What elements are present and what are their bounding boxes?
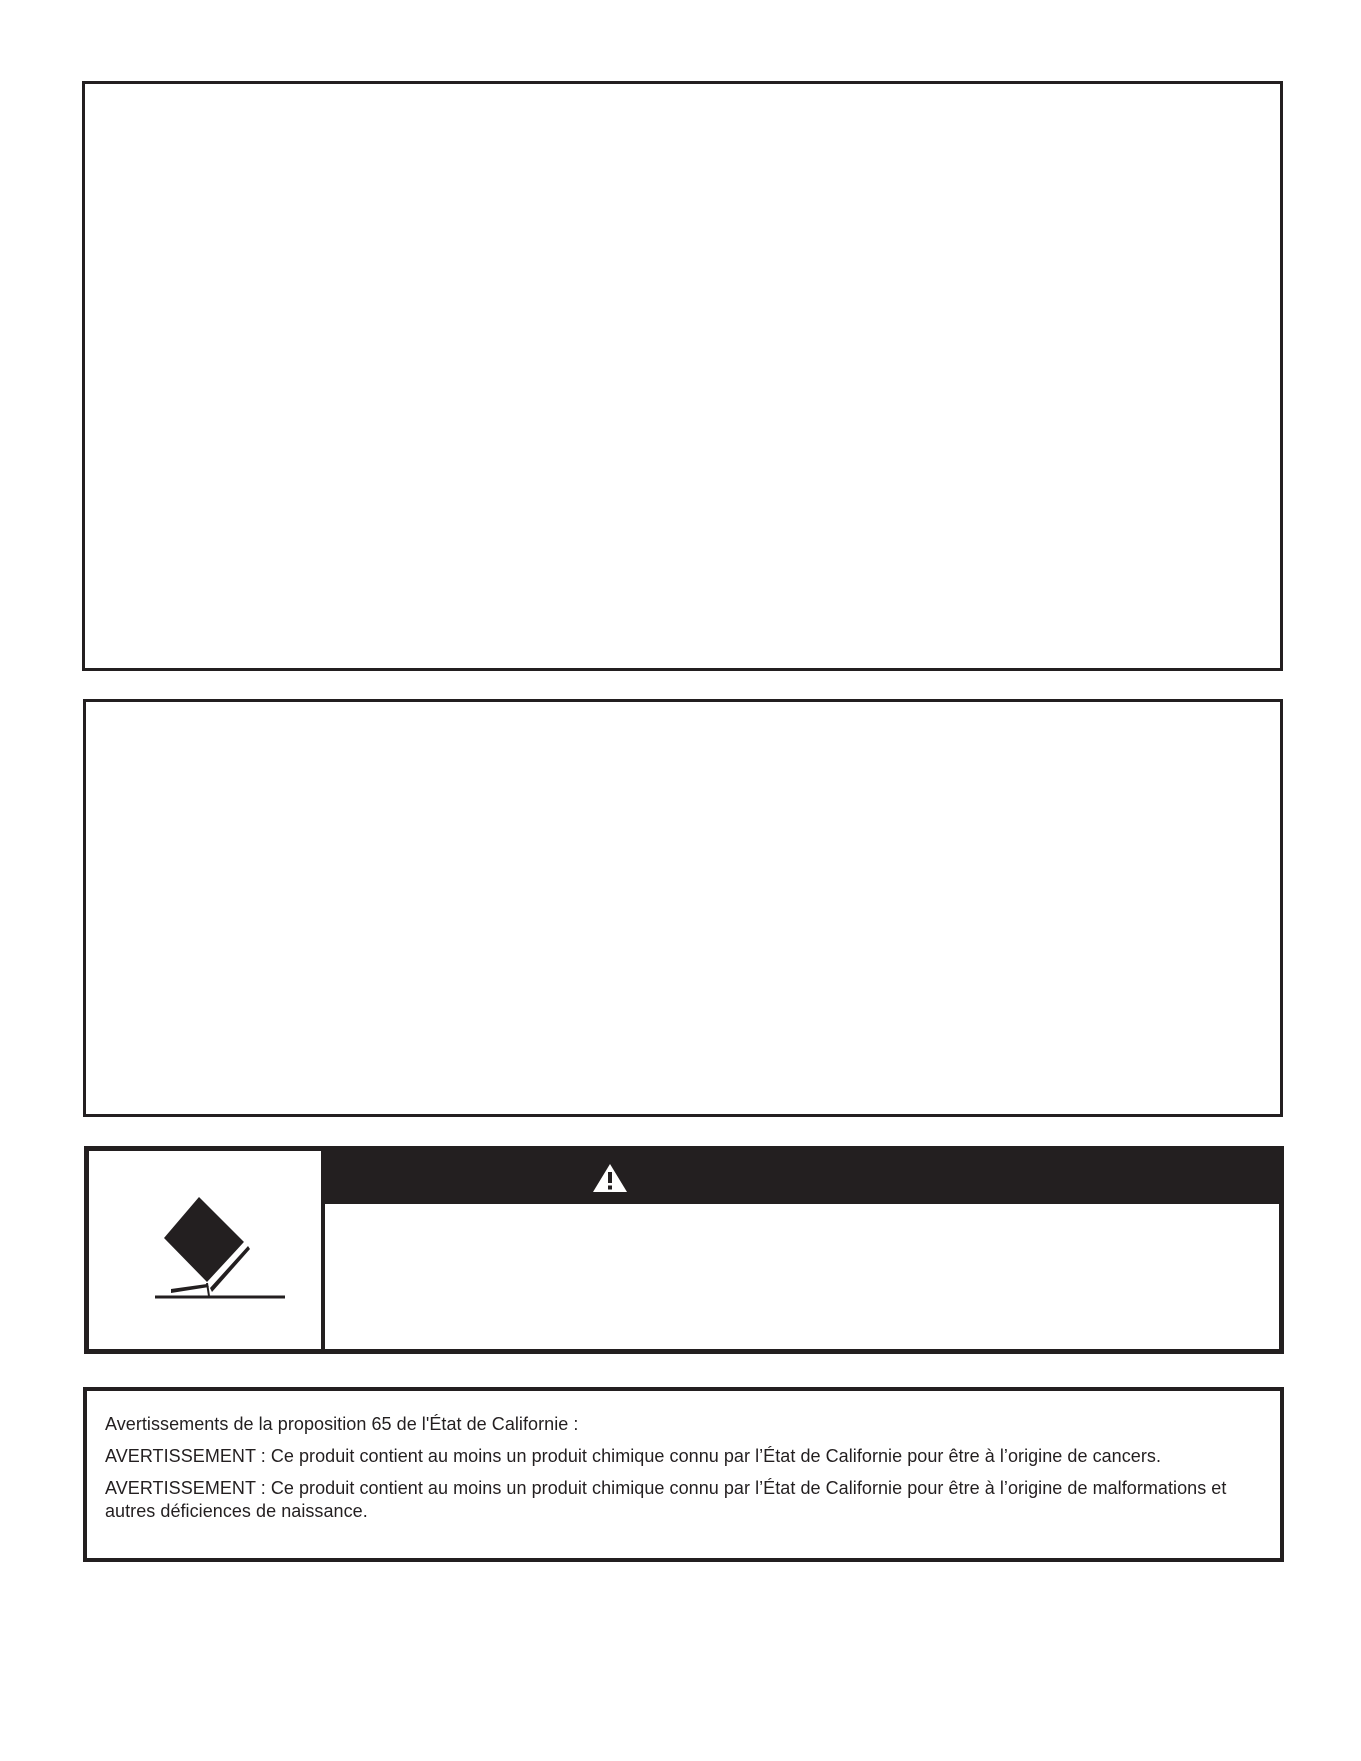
warning-triangle-icon bbox=[592, 1163, 628, 1193]
warning-icon-cell bbox=[89, 1151, 325, 1349]
warning-header-bar bbox=[325, 1151, 1279, 1204]
blank-panel-middle bbox=[83, 699, 1283, 1117]
prop65-warning-box bbox=[83, 1387, 1284, 1562]
tip-over-hazard-icon bbox=[149, 1196, 289, 1306]
prop65-heading: Avertissements de la proposition 65 de l'État de Californie : bbox=[105, 1414, 579, 1434]
blank-panel-top bbox=[82, 81, 1283, 671]
tip-over-warning-box bbox=[84, 1146, 1284, 1354]
prop65-birth-defect-warning: AVERTISSEMENT : Ce produit contient au moins un produit chimique connu par l’État de Californie pour être à l’origine de malformations et autres déficiences de naissance. bbox=[105, 1478, 1227, 1521]
prop65-cancer-warning: AVERTISSEMENT : Ce produit contient au moins un produit chimique connu par l’État de Californie pour être à l’origine de cancers. bbox=[105, 1446, 1161, 1466]
